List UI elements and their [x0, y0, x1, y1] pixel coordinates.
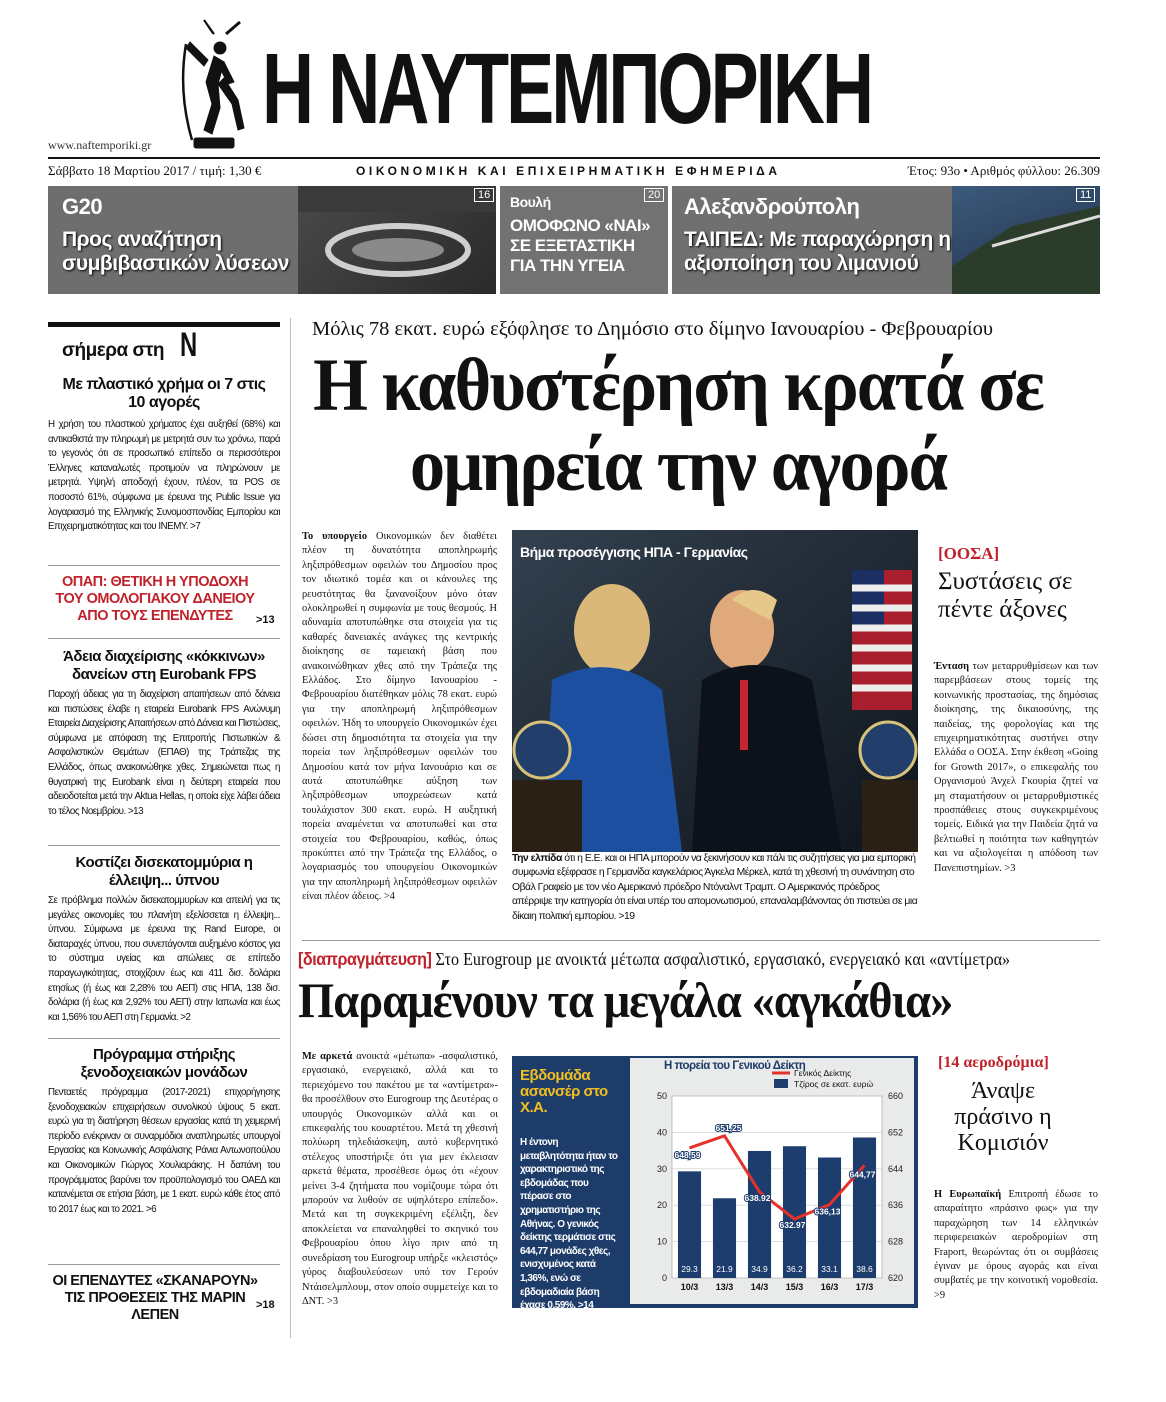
market-title: Εβδομάδα ασανσέρ στο Χ.Α. — [520, 1067, 608, 1116]
chart-bar-label: 34.9 — [751, 1264, 768, 1274]
lead-body — [302, 530, 497, 905]
photo-caption-text: ότι η Ε.Ε. και οι ΗΠΑ μπορούν να ξεκινήσουν και πάλι τις συζητήσεις για μια εμπορική συμφωνία εξέφρασε η Γερμανίδα καγκελάριος Άγκελα Μέρκελ, κατά τη χθεσινή τη συνάντηση στο Οβάλ Γραφείο με τον νέο Αμερικανό πρόεδρο Ντόναλντ Τραμπ. Ο Αμερικανός πρόεδρος απέρριψε την κατηγορία ότι είναι υπέρ του απομονωτισμού, επαναλαμβάνοντας ότι πιστεύει σε μια δίκαιη πολιτική εμπορίου. >19 — [512, 853, 918, 922]
chart-ytick-right: 652 — [888, 1127, 904, 1138]
story-title: ΟΠΑΠ: ΘΕΤΙΚΗ Η ΥΠΟΔΟΧΗ ΤΟΥ ΟΜΟΛΟΓΙΑΚΟΥ ΔΑΝΕΙΟΥ ΑΠΟ ΤΟΥΣ ΕΠΕΝΔΥΤΕΣ — [55, 574, 255, 624]
chart-legend-line-label: Γενικός Δείκτης — [794, 1068, 852, 1078]
teaser-g20[interactable] — [48, 186, 496, 294]
chart-ytick-right: 628 — [888, 1236, 904, 1247]
airports-tag: [14 αεροδρόμια] — [938, 1054, 1049, 1071]
airports-body-lead: Η Ευρωπαϊκή — [934, 1189, 1002, 1200]
chart-xtick: 16/3 — [820, 1282, 839, 1292]
eurogroup-kicker: Στο Eurogroup με ανοικτά μέτωπα ασφαλιστικό, εργασιακό, ενεργειακό και «αντίμετρα» — [435, 949, 1011, 969]
website-url: www.naftemporiki.gr — [48, 138, 152, 152]
teaser-kicker: G20 — [62, 194, 103, 219]
story-body: Η χρήση του πλαστικού χρήματος έχει αυξηθεί (68%) και αντικαθιστά την πληρωμή με μετρητά συν τω χρόνω, παρά το γεγονός ότι σε προσωπικό επίπεδο οι περισσότεροι Έλληνες καταναλωτές προτιμούν να πληρώνουν με μετρητά. Υψηλή αποδοχή έχουν, πλέον, τα POS σε ποσοστό 61%, σύμφωνα με έρευνα της Public Issue για λογαριασμό της Ελληνικής Συνομοσπονδίας Εμπορίου και Επιχειρηματικότητας και του ΙΝΕΜΥ. >7 — [48, 419, 280, 533]
airports-body-text: Επιτροπή έδωσε το απαραίτητο «πράσινο φως» για την παραχώρηση των 14 ελληνικών περιφερειακών αεροδρομίων στη Fraport, θεωρώντας ότι οι συμβάσεις έγιναν με όρους αγοράς και είναι συμβατές με την κοινοτική νομοθεσία. >9 — [934, 1189, 1098, 1301]
left-story-hotels[interactable] — [48, 1046, 280, 1217]
oosa-headline[interactable]: Συστάσεις σε πέντε άξονες — [938, 568, 1073, 623]
lead-headline[interactable]: Η καθυστέρηση κρατά σε ομηρεία την αγορά — [313, 344, 1043, 507]
chart-ytick-left: 50 — [656, 1091, 667, 1101]
chart-bar-label: 36.2 — [786, 1264, 803, 1274]
chart-xtick: 10/3 — [680, 1282, 699, 1292]
photo-caption — [512, 852, 918, 924]
eurogroup-body — [302, 1050, 498, 1309]
masthead-rule — [48, 157, 1100, 159]
eurogroup-body-lead: Με αρκετά — [302, 1051, 353, 1062]
chart-xtick: 15/3 — [785, 1282, 804, 1292]
teaser-page: 20 — [644, 188, 664, 202]
market-box — [512, 1056, 918, 1312]
oosa-body — [934, 660, 1098, 876]
story-title: ΟΙ ΕΠΕΝΔΥΤΕΣ «ΣΚΑΝΑΡΟΥΝ» ΤΙΣ ΠΡΟΘΕΣΕΙΣ ΤΗΣ ΜΑΡΙΝ ΛΕΠΕΝ — [52, 1273, 258, 1323]
left-rule — [48, 565, 280, 566]
chart-ytick-left: 30 — [656, 1163, 667, 1174]
market-body: Η έντονη μεταβλητότητα ήταν το χαρακτηριστικό της εβδομάδας που πέρασε στο χρηματιστήριο της Αθήνας. Ο γενικός δείκτης τερμάτισε στις 644,77 μονάδες χθες, ενισχυμένος κατά 1,36%, ενώ σε εβδομαδιαία βάση έχασε 0,59%. >14 — [520, 1137, 618, 1312]
teaser-kicker: Αλεξανδρούπολη — [684, 194, 860, 219]
lead-body-lead: Το υπουργείο — [302, 531, 368, 542]
teaser-headline: Προς αναζήτηση συμβιβαστικών λύσεων — [62, 228, 289, 275]
chart-legend-bar-swatch — [774, 1079, 788, 1088]
story-title: Με πλαστικό χρήμα οι 7 στις 10 αγορές — [62, 376, 266, 411]
story-body: Πενταετές πρόγραμμα (2017-2021) επιχορήγησης ξενοδοχειακών επιχειρήσεων συνολικού ύψους 5 εκατ. ευρώ για τη διατήρηση θέσεων εργασίας κατά τη χειμερινή περίοδο ενέκριναν οι συναρμόδιοι αναπληρωτές υπουργοί Εργασίας και Κοινωνικής Ασφάλισης Ράνια Αντωνοπούλου και Οικονομικών Γιώργος Χουλιαράκης. Η δαπάνη του προγράμματος βαρύνει τον προϋπολογισμό του ΟΑΕΔ και κατανέμεται σε ετήσια βάση, με 1 εκατ. ευρώ κάθε έτος από το 2017 έως και το 2021. >6 — [48, 1087, 280, 1215]
chart-bar-label: 21.9 — [716, 1264, 733, 1274]
chart-line-label: 632.97 — [779, 1219, 806, 1230]
chart-line-label: 636,13 — [814, 1206, 841, 1217]
left-rule — [48, 1038, 280, 1039]
today-header: σήμερα στη — [62, 340, 165, 361]
chart-line-label: 648,59 — [674, 1149, 701, 1160]
oosa-body-text: των μεταρρυθμίσεων και των παρεμβάσεων στους τομείς της κοινωνικής προστασίας, της δημόσιας διοίκησης, της δικαιοσύνης, της παιδείας, της φορολογίας και της επιχειρηματικότητας συστήνει στην Ελλάδα ο ΟΟΣΑ. Στην έκθεση «Going for Growth 2017», ο επικεφαλής του Οργανισμού Άνχελ Γκουρία ζητεί να μη σταματήσουν οι μεταρρυθμιστικές προσπάθειες στους συγκεκριμένους τομείς. Ειδικά για την Παιδεία ζητά να βελτιωθεί η ποιότητα των καθηγητών και να αξιολογείται η απόδοση των Πανεπιστημίων. >3 — [934, 661, 1098, 874]
chart-xtick: 13/3 — [715, 1282, 734, 1292]
chart-bar — [678, 1171, 701, 1278]
issue-date: Σάββατο 18 Μαρτίου 2017 / τιμή: 1,30 € — [48, 163, 262, 178]
chart-xtick: 17/3 — [855, 1282, 874, 1292]
today-header-bar — [48, 322, 280, 327]
teaser-photo — [298, 186, 496, 294]
eurogroup-tag: [διαπραγμάτευση] — [298, 949, 432, 969]
eurogroup-headline[interactable]: Παραμένουν τα μεγάλα «αγκάθια» — [298, 972, 953, 1028]
chart-ytick-right: 620 — [888, 1273, 904, 1283]
left-story-eurobank[interactable] — [48, 648, 280, 819]
chart-ytick-right: 636 — [888, 1200, 904, 1211]
chart-bar-label: 29.3 — [681, 1264, 698, 1274]
chart-bar-label: 33.1 — [821, 1264, 838, 1274]
teaser-page: 11 — [1076, 188, 1095, 202]
eurogroup-kicker-line — [298, 949, 1010, 970]
chart-plot-area — [672, 1096, 882, 1278]
masthead-title: Η ΝΑΥΤΕΜΠΟΡΙΚΗ — [262, 33, 872, 145]
story-ref: >18 — [256, 1299, 275, 1311]
teaser-kicker: Βουλή — [510, 194, 551, 210]
teaser-vouli[interactable] — [500, 186, 668, 294]
airports-headline[interactable]: Άναψε πράσινο η Κομισιόν — [954, 1078, 1052, 1156]
left-story-plastic[interactable] — [48, 376, 280, 535]
photo-caption-lead: Την ελπίδα — [512, 853, 562, 864]
left-rule — [48, 1264, 280, 1265]
chart-bar — [853, 1137, 876, 1278]
today-n-logo: Ν — [180, 326, 198, 364]
teaser-alexandroupoli[interactable] — [672, 186, 1100, 294]
left-story-opap[interactable] — [48, 574, 280, 625]
story-title: Άδεια διαχείρισης «κόκκινων» δανείων στη Eurobank FPS — [63, 648, 265, 683]
chart-legend-bar-label: Τζίρος σε εκατ. ευρώ — [794, 1079, 874, 1089]
story-ref: >13 — [256, 614, 275, 626]
airports-body — [934, 1188, 1098, 1303]
chart-ytick-left: 0 — [661, 1273, 667, 1283]
left-rule — [48, 638, 280, 639]
mercury-logo — [168, 12, 252, 152]
chart-bar — [748, 1151, 771, 1278]
lead-body-text: Οικονομικών δεν διαθέτει πλέον τη δυνατότητα αποπληρωμής ληξιπρόθεσμων οφειλών του Δημοσίου προς τον ιδιωτικό τομέα και οι κάνουλες της ρευστότητας θα ξανανοίξουν μόνο όταν ολοκληρωθεί η συμφωνία με τους θεσμούς. Η αδυναμία αποτυπώθηκε στα στοιχεία για τις καθαρές δανειακές ανάγκες της κεντρικής διοίκησης σε ταμειακή βάση που ανακοινώθηκαν χθες από την Τράπεζα της Ελλάδος. Στο δίμηνο Ιανουαρίου - Φεβρουαρίου διατέθηκαν μόλις 78 εκατ. ευρώ για την αποπληρωμή ληξιπρόθεσμων οφειλών. Ήδη το υπουργείο Οικονομικών έχει δώσει στη δημοσιότητα τα στοιχεία για την πορεία των ληξιπρόθεσμων οφειλών του Δημοσίου κατά τον μήνα Ιανουάριο και σε αυτά αποτυπώθηκε αύξηση των ληξιπρόθεσμων υποχρεώσεων κατά τουλάχιστον 300 εκατ. ευρώ. Η αυξητική πορεία αναμένεται να αποτυπωθεί και στα στοιχεία του Φεβρουαρίου, καθώς, όπως προκύπτει από την Τράπεζα της Ελλάδος, ο λογαριασμός του υπουργείου Οικονομικών για την αποπληρωμή ληξιπρόθεσμων οφειλών είναι πλέον άδειος. >4 — [302, 531, 497, 903]
oosa-body-lead: Ένταση — [934, 661, 970, 672]
teaser-photo — [952, 186, 1100, 294]
oosa-tag: [ΟΟΣΑ] — [938, 544, 1000, 563]
issue-number: Έτος: 93ο • Αριθμός φύλλου: 26.309 — [907, 163, 1100, 178]
chart-line-label: 638.92 — [744, 1192, 771, 1203]
column-divider — [290, 318, 291, 1338]
story-body: Παροχή άδειας για τη διαχείριση απαιτήσεων από δάνεια και πιστώσεις έλαβε η εταιρεία Eurobank FPS Ανώνυμη Εταιρεία Διαχείρισης Απαιτήσεων από Δάνεια και Πιστώσεις, σύμφωνα με απόφαση της Επιτροπής Πιστωτικών & Ασφαλιστικών Θεμάτων (ΕΠΑΘ) της Τράπεζας της Ελλάδος, όπως ανακοινώθηκε χθες. Σημειώνεται πως η θυγατρική της Eurobank είναι η δεύτερη εταιρεία που αδειοδοτείται μετά την Aktua Hellas, η οποία είχε λάβει άδεια το τέλος Νοεμβρίου. >13 — [48, 689, 280, 817]
chart-ytick-right: 660 — [888, 1091, 904, 1101]
eurogroup-body-text: ανοικτά «μέτωπα» -ασφαλιστικό, εργασιακό, ενεργειακό, αλλά και το περιεχόμενο του πακέτου με τα «αντίμετρα»- θα προσέλθουν στο Eurogroup της Δευτέρας ο υπουργός Οικονομικών αλλά και οι επικεφαλής του κουαρτέτου. Μετά τη χθεσινή πολύωρη τηλεδιάσκεψη, αυτό κυβερνητικό στέλεχος υποστήριξε ότι για μεν έκλεισαν αρκετά θέματα, προσέθεσε όμως ότι «έχουν μείνει 3-4 ζητήματα που νομίζουμε τώρα ότι μπορούν να λυθούν σε υψηλότερο επίπεδο». Μετά και τη συγκεκριμένη εξέλιξη, δεν αποκλείεται να επαναληφθεί το σκηνικό του Φεβρουαρίου όπου λίγο πριν από τη συνεδρίαση του Eurogroup υπήρξε «κλειστός» γύρος διαβουλεύσεων υπό τον Γερούν Ντάισελμπλουμ, στον οποίο συμμετείχε και το ΔΝΤ. >3 — [302, 1051, 498, 1307]
chart-svg — [630, 1058, 914, 1304]
section-rule — [302, 940, 1100, 941]
teaser-page: 16 — [474, 188, 494, 202]
teaser-headline: ΤΑΙΠΕΔ: Με παραχώρηση η αξιοποίηση του λιμανιού — [684, 228, 951, 275]
lead-photo — [512, 530, 918, 852]
story-title: Πρόγραμμα στήριξης ξενοδοχειακών μονάδων — [80, 1046, 248, 1081]
chart-title: Η πορεία του Γενικού Δείκτη — [664, 1060, 806, 1072]
left-story-lepen[interactable] — [48, 1273, 280, 1324]
chart-line-label: 644,77 — [849, 1169, 876, 1180]
photo-caption-title: Βήμα προσέγγισης ΗΠΑ - Γερμανίας — [520, 544, 748, 560]
chart-bar — [818, 1158, 841, 1278]
chart-ytick-left: 10 — [656, 1236, 667, 1247]
left-story-sleep[interactable] — [48, 854, 280, 1025]
teaser-headline: ΟΜΟΦΩΝΟ «ΝΑΙ» ΣΕ ΕΞΕΤΑΣΤΙΚΗ ΓΙΑ ΤΗΝ ΥΓΕΙΑ — [510, 216, 651, 275]
chart-ytick-left: 20 — [656, 1200, 667, 1211]
story-title: Κοστίζει δισεκατομμύρια η έλλειψη... ύπνου — [75, 854, 253, 889]
chart-ytick-left: 40 — [656, 1127, 667, 1138]
tagline: ΟΙΚΟΝΟΜΙΚΗ ΚΑΙ ΕΠΙΧΕΙΡΗΜΑΤΙΚΗ ΕΦΗΜΕΡΙΔΑ — [356, 164, 781, 178]
chart-xtick: 14/3 — [750, 1282, 769, 1292]
lead-kicker: Μόλις 78 εκατ. ευρώ εξόφλησε το Δημόσιο στο δίμηνο Ιανουαρίου - Φεβρουαρίου — [312, 318, 993, 340]
left-rule — [48, 845, 280, 846]
chart-line-label: 651,25 — [715, 1122, 742, 1133]
chart-ytick-right: 644 — [888, 1163, 904, 1174]
chart-bar-label: 38.6 — [856, 1264, 873, 1274]
story-body: Σε πρόβλημα πολλών δισεκατομμυρίων και απειλή για τις μεγάλες οικονομίες του πλανήτη εξελίσσεται η έλλειψη... ύπνου. Σύμφωνα με έρευνα της Rand Europe, οι διαταραχές ύπνου, που συνεπάγονται αυξημένο κόστος για το σύστημα υγείας και απώλειες σε επίπεδο παραγωγικότητας, στοιχίζουν έως και 411 δισ. δολάρια ετησίως (ή έως και 2,28% του ΑΕΠ) στις ΗΠΑ, 138 δισ. δολάρια (ή έως και 2,92% του ΑΕΠ) στην Ιαπωνία και έως και 1,56% του ΑΕΠ στη Γερμανία. >2 — [48, 895, 280, 1023]
